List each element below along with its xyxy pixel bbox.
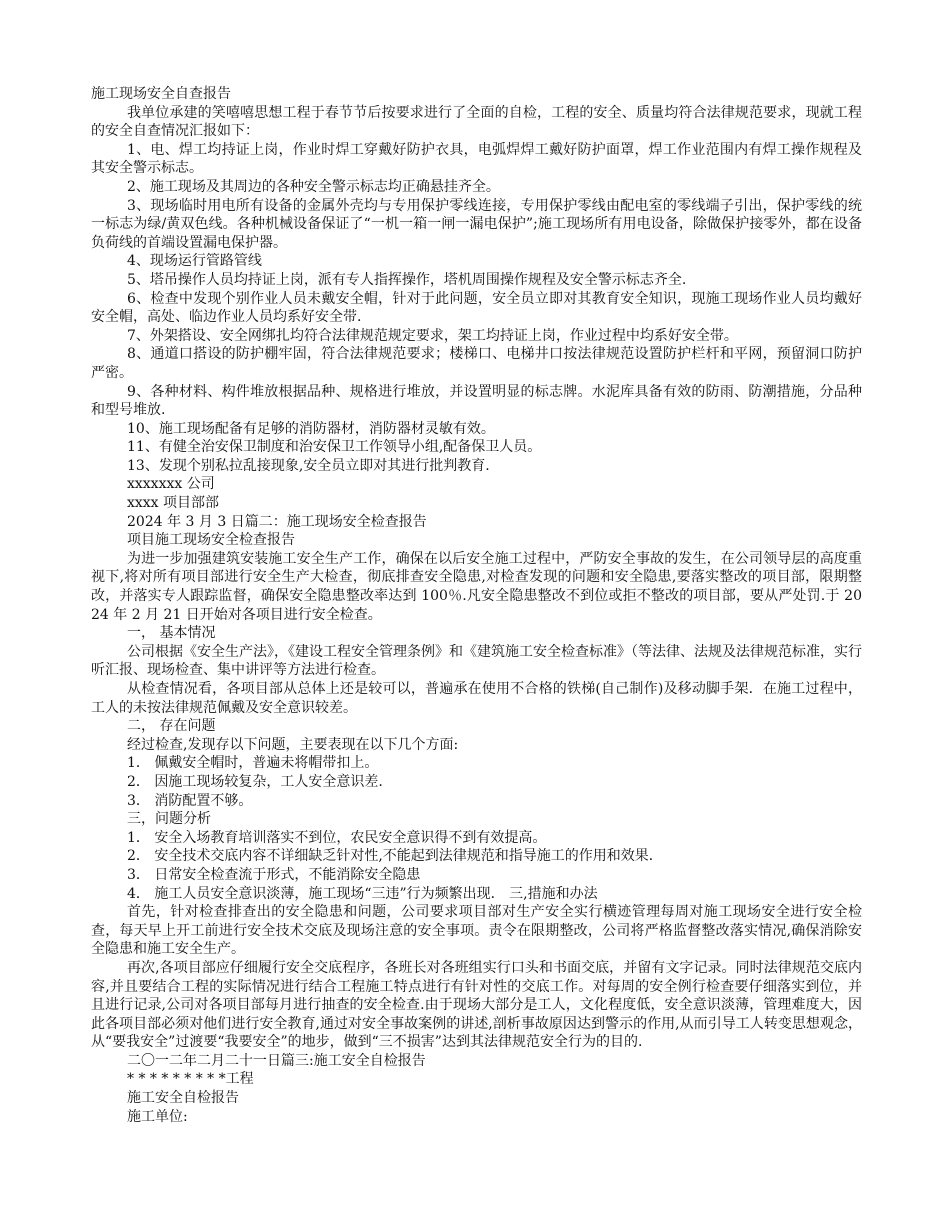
paragraph: 项目施工现场安全检查报告 [127, 532, 295, 549]
paragraph: 三，问题分析 [127, 811, 211, 828]
paragraph: 2024 年 3 月 3 日篇二：施工现场安全检查报告 [127, 513, 427, 530]
paragraph: 公司根据《安全生产法》，《建设工程安全管理条例》和《建筑施工安全检查标准》（等法律、法规及法律规范标准，实行听汇报、现场检查、集中讲评等方法进行检查。 [91, 643, 862, 679]
paragraph: 6、检查中发现个别作业人员未戴安全帽，针对于此问题，安全员立即对其教育安全知识，现施工现场作业人员均戴好安全帽，高处、临边作业人员均系好安全带. [91, 290, 862, 326]
paragraph: 施工现场安全自查报告 [91, 86, 231, 102]
paragraph: 5、塔吊操作人员均持证上岗，派有专人指挥操作，塔机周围操作规程及安全警示标志齐全. [127, 271, 687, 288]
paragraph: 经过检查,发现存以下问题，主要表现在以下几个方面: [127, 736, 459, 753]
paragraph: 1． 安全入场教育培训落实不到位，农民安全意识得不到有效提高。 [127, 829, 547, 846]
paragraph: xxxx 项目部部 [127, 495, 220, 512]
paragraph: 施工单位: [127, 1108, 188, 1125]
paragraph: 1、电、焊工均持证上岗，作业时焊工穿戴好防护衣具，电弧焊焊工戴好防护面罩，焊工作业范围内有焊工操作规程及其安全警示标志。 [91, 141, 862, 177]
paragraph: 7、外架搭设、安全网绑扎均符合法律规范规定要求，架工均持证上岗，作业过程中均系好安全带。 [127, 327, 738, 344]
paragraph: 10、施工现场配备有足够的消防器材，消防器材灵敏有效。 [127, 420, 495, 437]
paragraph: 3． 日常安全检查流于形式，不能消除安全隐患 [127, 866, 421, 883]
paragraph: 2、施工现场及其周边的各种安全警示标志均正确悬挂齐全。 [127, 178, 500, 195]
paragraph: 二〇一二年二月二十一日篇三:施工安全自检报告 [127, 1052, 426, 1069]
paragraph: 2． 安全技术交底内容不详细缺乏针对性,不能起到法律规范和指导施工的作用和效果． [127, 848, 663, 865]
paragraph: 首先，针对检查排查出的安全隐患和问题，公司要求项目部对生产安全实行横迹管理每周对施工现场安全进行安全检查，每天早上开工前进行安全技术交底及现场注意的安全事项。责令在限期整改，公司将严格监督整改落实情况,确保消除安全隐患和施工安全生产。 [91, 904, 862, 958]
paragraph: 3． 消防配置不够。 [127, 792, 253, 809]
paragraph: 4． 施工人员安全意识淡薄，施工现场“三违”行为频繁出现． 三,措施和办法 [127, 885, 598, 902]
paragraph: 11、有健全治安保卫制度和治安保卫工作领导小组,配备保卫人员。 [127, 439, 542, 456]
document-body [91, 85, 862, 1126]
paragraph: 13、发现个别私拉乱接现象,安全员立即对其进行批判教育. [127, 457, 490, 474]
paragraph: * * * * * * * * *工程 [127, 1071, 254, 1088]
paragraph: 8、通道口搭设的防护棚牢固，符合法律规范要求；楼梯口、电梯井口按法律规范设置防护栏杆和平网，预留洞口防护严密。 [91, 346, 862, 381]
paragraph: 4、现场运行管路管线 [127, 253, 262, 270]
paragraph: 再次,各项目部应仔细履行安全交底程序，各班长对各班组实行口头和书面交底，并留有文字记录。同时法律规范交底内容,并且要结合工程的实际情况进行结合工程施工特点进行有针对性的交底工作。对每周的安全例行检查要仔细落实到位，并且进行记录,公司对各项目部每月进行抽查的安全检查.由于现场大部分是工人，文化程度低，安全意识淡薄，管理难度大，因此各项目部必须对他们进行安全教育,通过对安全事故案例的讲述,剖析事故原因达到警示的作用,从而引导工人转变思想观念，从“要我安全”过渡要“我要安全”的地步，做到“三不损害”达到其法律规范安全行为的目的. [91, 959, 862, 1051]
paragraph: 2． 因施工现场较复杂，工人安全意识差. [127, 773, 383, 790]
paragraph: 3、现场临时用电所有设备的金属外壳均与专用保护零线连接，专用保护零线由配电室的零线端子引出，保护零线的统一标志为绿/黄双色线。各种机械设备保证了“一机一箱一闸一漏电保护”;施工现场所有用电设备，除做保护接零外，都在设备负荷线的首端设置漏电保护器。 [91, 197, 862, 251]
paragraph: xxxxxxx 公司 [127, 476, 215, 493]
paragraph: 我单位承建的笑嘻嘻思想工程于春节节后按要求进行了全面的自检，工程的安全、质量均符合法律规范要求，现就工程的安全自查情况汇报如下： [91, 104, 862, 140]
paragraph: 1． 佩戴安全帽时，普遍未将帽带扣上。 [127, 755, 379, 772]
paragraph: 为进一步加强建筑安装施工安全生产工作，确保在以后安全施工过程中，严防安全事故的发生，在公司领导层的高度重视下,将对所有项目部进行安全生产大检查，彻底排查安全隐患,对检查发现的问题和安全隐患,要落实整改的项目部，限期整改，并落实专人跟踪监督，确保安全隐患整改率达到 100％.凡安全隐患整改不到位或拒不整改的项目部，要从严处罚.于 2024 年 2 月 21 日开始对各项目进行安全检查。 [91, 550, 862, 623]
paragraph: 施工安全自检报告 [127, 1090, 239, 1107]
paragraph: 9、各种材料、构件堆放根据品种、规格进行堆放，并设置明显的标志牌。水泥库具备有效的防雨、防潮措施，分品种和型号堆放. [91, 383, 862, 419]
paragraph: 一， 基本情况 [127, 625, 216, 642]
paragraph: 从检查情况看，各项目部从总体上还是较可以，普遍承在使用不合格的铁梯(自己制作)及移动脚手架．在施工过程中，工人的未按法律规范佩戴及安全意识较差。 [91, 681, 862, 716]
paragraph: 二， 存在问题 [127, 718, 216, 735]
